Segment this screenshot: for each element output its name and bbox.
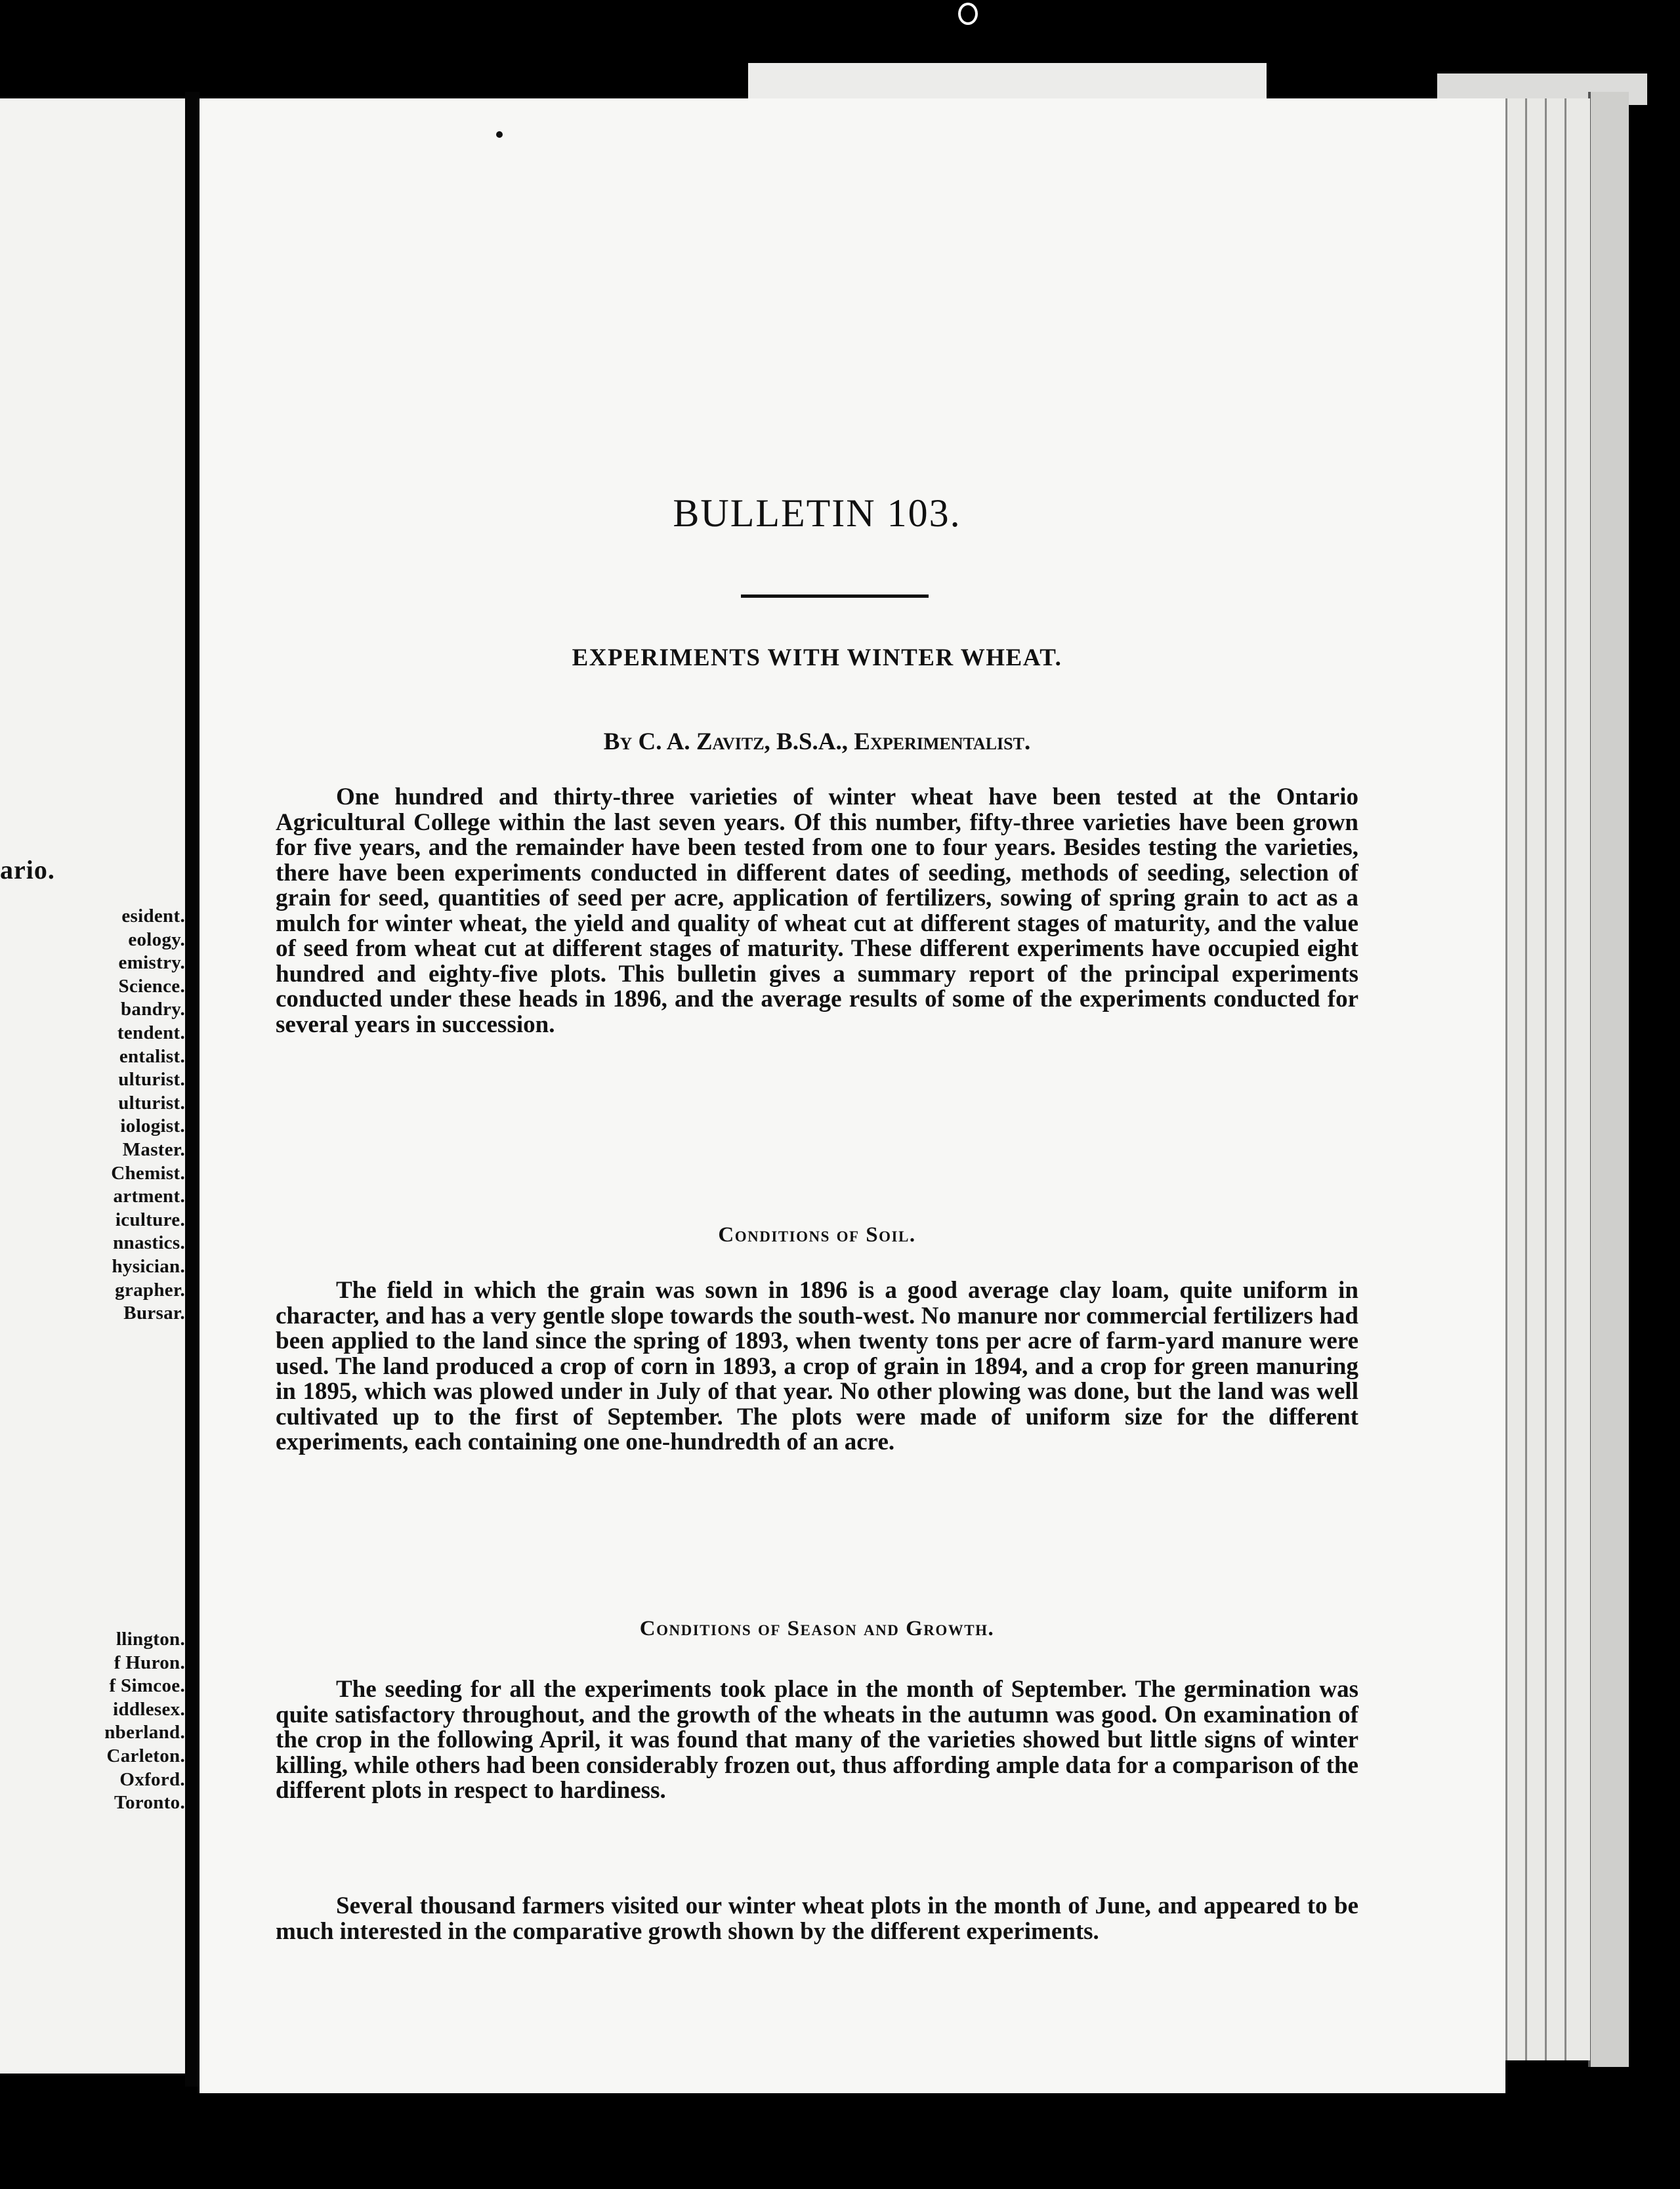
left-page-line: iddlesex. [113, 1698, 185, 1720]
soil-paragraph: The field in which the grain was sown in 1896 is a good average clay loam, quite uniform in character, and has a very gentle slope towards the south-west. No manure nor commercial fertilizers had been applied to the land since the spring of 1893, when twenty tons per acre of farm-yard manure were used. The land produced a crop of corn in 1893, a crop of grain in 1894, and a crop for green manuring in 1895, which was plowed under in July of that year. No other plowing was done, but the land was well cultivated up to the first of September. The plots were made of uniform size for the different experiments, each containing one one-hundredth of an acre. [276, 1277, 1358, 1455]
page-tab-top [748, 63, 1267, 102]
document-title: EXPERIMENTS WITH WINTER WHEAT. [572, 644, 1062, 671]
left-page-line: f Simcoe. [109, 1675, 185, 1697]
left-page-line: Toronto. [114, 1792, 185, 1814]
left-page-line: Bursar. [123, 1303, 185, 1324]
left-page-line: emistry. [118, 952, 185, 974]
left-facing-page [0, 98, 185, 2074]
left-page-line: tendent. [117, 1022, 185, 1043]
page-edge [1545, 98, 1566, 2060]
page-edge [1564, 98, 1590, 2060]
left-page-line: Master. [122, 1139, 185, 1160]
section-heading-season: Conditions of Season and Growth. [639, 1617, 995, 1640]
book-gutter [185, 92, 200, 2087]
page-edge [1525, 98, 1547, 2060]
left-page-line: ulturist. [118, 1069, 185, 1091]
left-page-line: esident. [121, 906, 185, 927]
left-page-line: iculture. [115, 1209, 185, 1230]
left-page-line: Science. [118, 975, 185, 997]
book-page-stack [1588, 92, 1629, 2067]
left-page-line: ulturist. [118, 1092, 185, 1114]
left-page-line: iologist. [120, 1115, 185, 1137]
left-page-line: nnastics. [113, 1232, 185, 1254]
left-page-line: eology. [128, 928, 185, 950]
left-page-line: Carleton. [106, 1745, 185, 1766]
left-page-line: grapher. [115, 1279, 185, 1301]
left-page-line: entalist. [119, 1045, 185, 1067]
ink-dot [496, 131, 503, 138]
visitors-paragraph: Several thousand farmers visited our winter wheat plots in the month of June, and appeared to be much interested in the comparative growth shown by the different experiments. [276, 1892, 1358, 1945]
title-rule [741, 594, 929, 598]
left-page-line: llington. [116, 1629, 185, 1650]
left-page-line: artment. [113, 1186, 185, 1207]
bulletin-number: BULLETIN 103. [673, 491, 961, 535]
section-heading-soil: Conditions of Soil. [718, 1223, 916, 1247]
left-page-line: f Huron. [114, 1652, 185, 1673]
left-page-line: hysician. [112, 1256, 185, 1277]
left-page-line: nberland. [104, 1722, 185, 1743]
left-page-heading: ario. [0, 855, 55, 885]
intro-paragraph: One hundred and thirty-three varieties of winter wheat have been tested at the Ontario Agricultural College within the last seven years. Of this number, fifty-three varieties have been grown for five years, and the remainder have been tested from one to four years. Besides testing the varieties, there have been experiments conducted in different dates of seeding, methods of seeding, selection of grain for seed, quantities of seed per acre, application of fertilizers, sowing of spring grain to act as a mulch for winter wheat, the yield and quality of wheat cut at different stages of maturity, and the value of seed from wheat cut at different stages of maturity. These different experiments have occupied eight hundred and eighty-five plots. This bulletin gives a summary report of the principal experiments conducted under these heads in 1896, and the average results of some of the experiments conducted for several years in succession. [276, 783, 1358, 1038]
left-page-line: Chemist. [111, 1162, 185, 1184]
left-page-line: Oxford. [119, 1768, 185, 1790]
scanner-mark [958, 3, 978, 25]
author-byline: By C. A. Zavitz, B.S.A., Experimentalist. [603, 728, 1031, 755]
season-paragraph: The seeding for all the experiments took place in the month of September. The germination was quite satisfactory throughout, and the growth of the wheats in the autumn was good. On examination of the crop in the following April, it was found that many of the varieties showed but little signs of winter killing, while others had been considerably frozen out, thus affording ample data for a comparison of the different plots in respect to hardiness. [276, 1676, 1358, 1804]
page-edge [1505, 98, 1527, 2060]
left-page-line: bandry. [120, 999, 185, 1020]
